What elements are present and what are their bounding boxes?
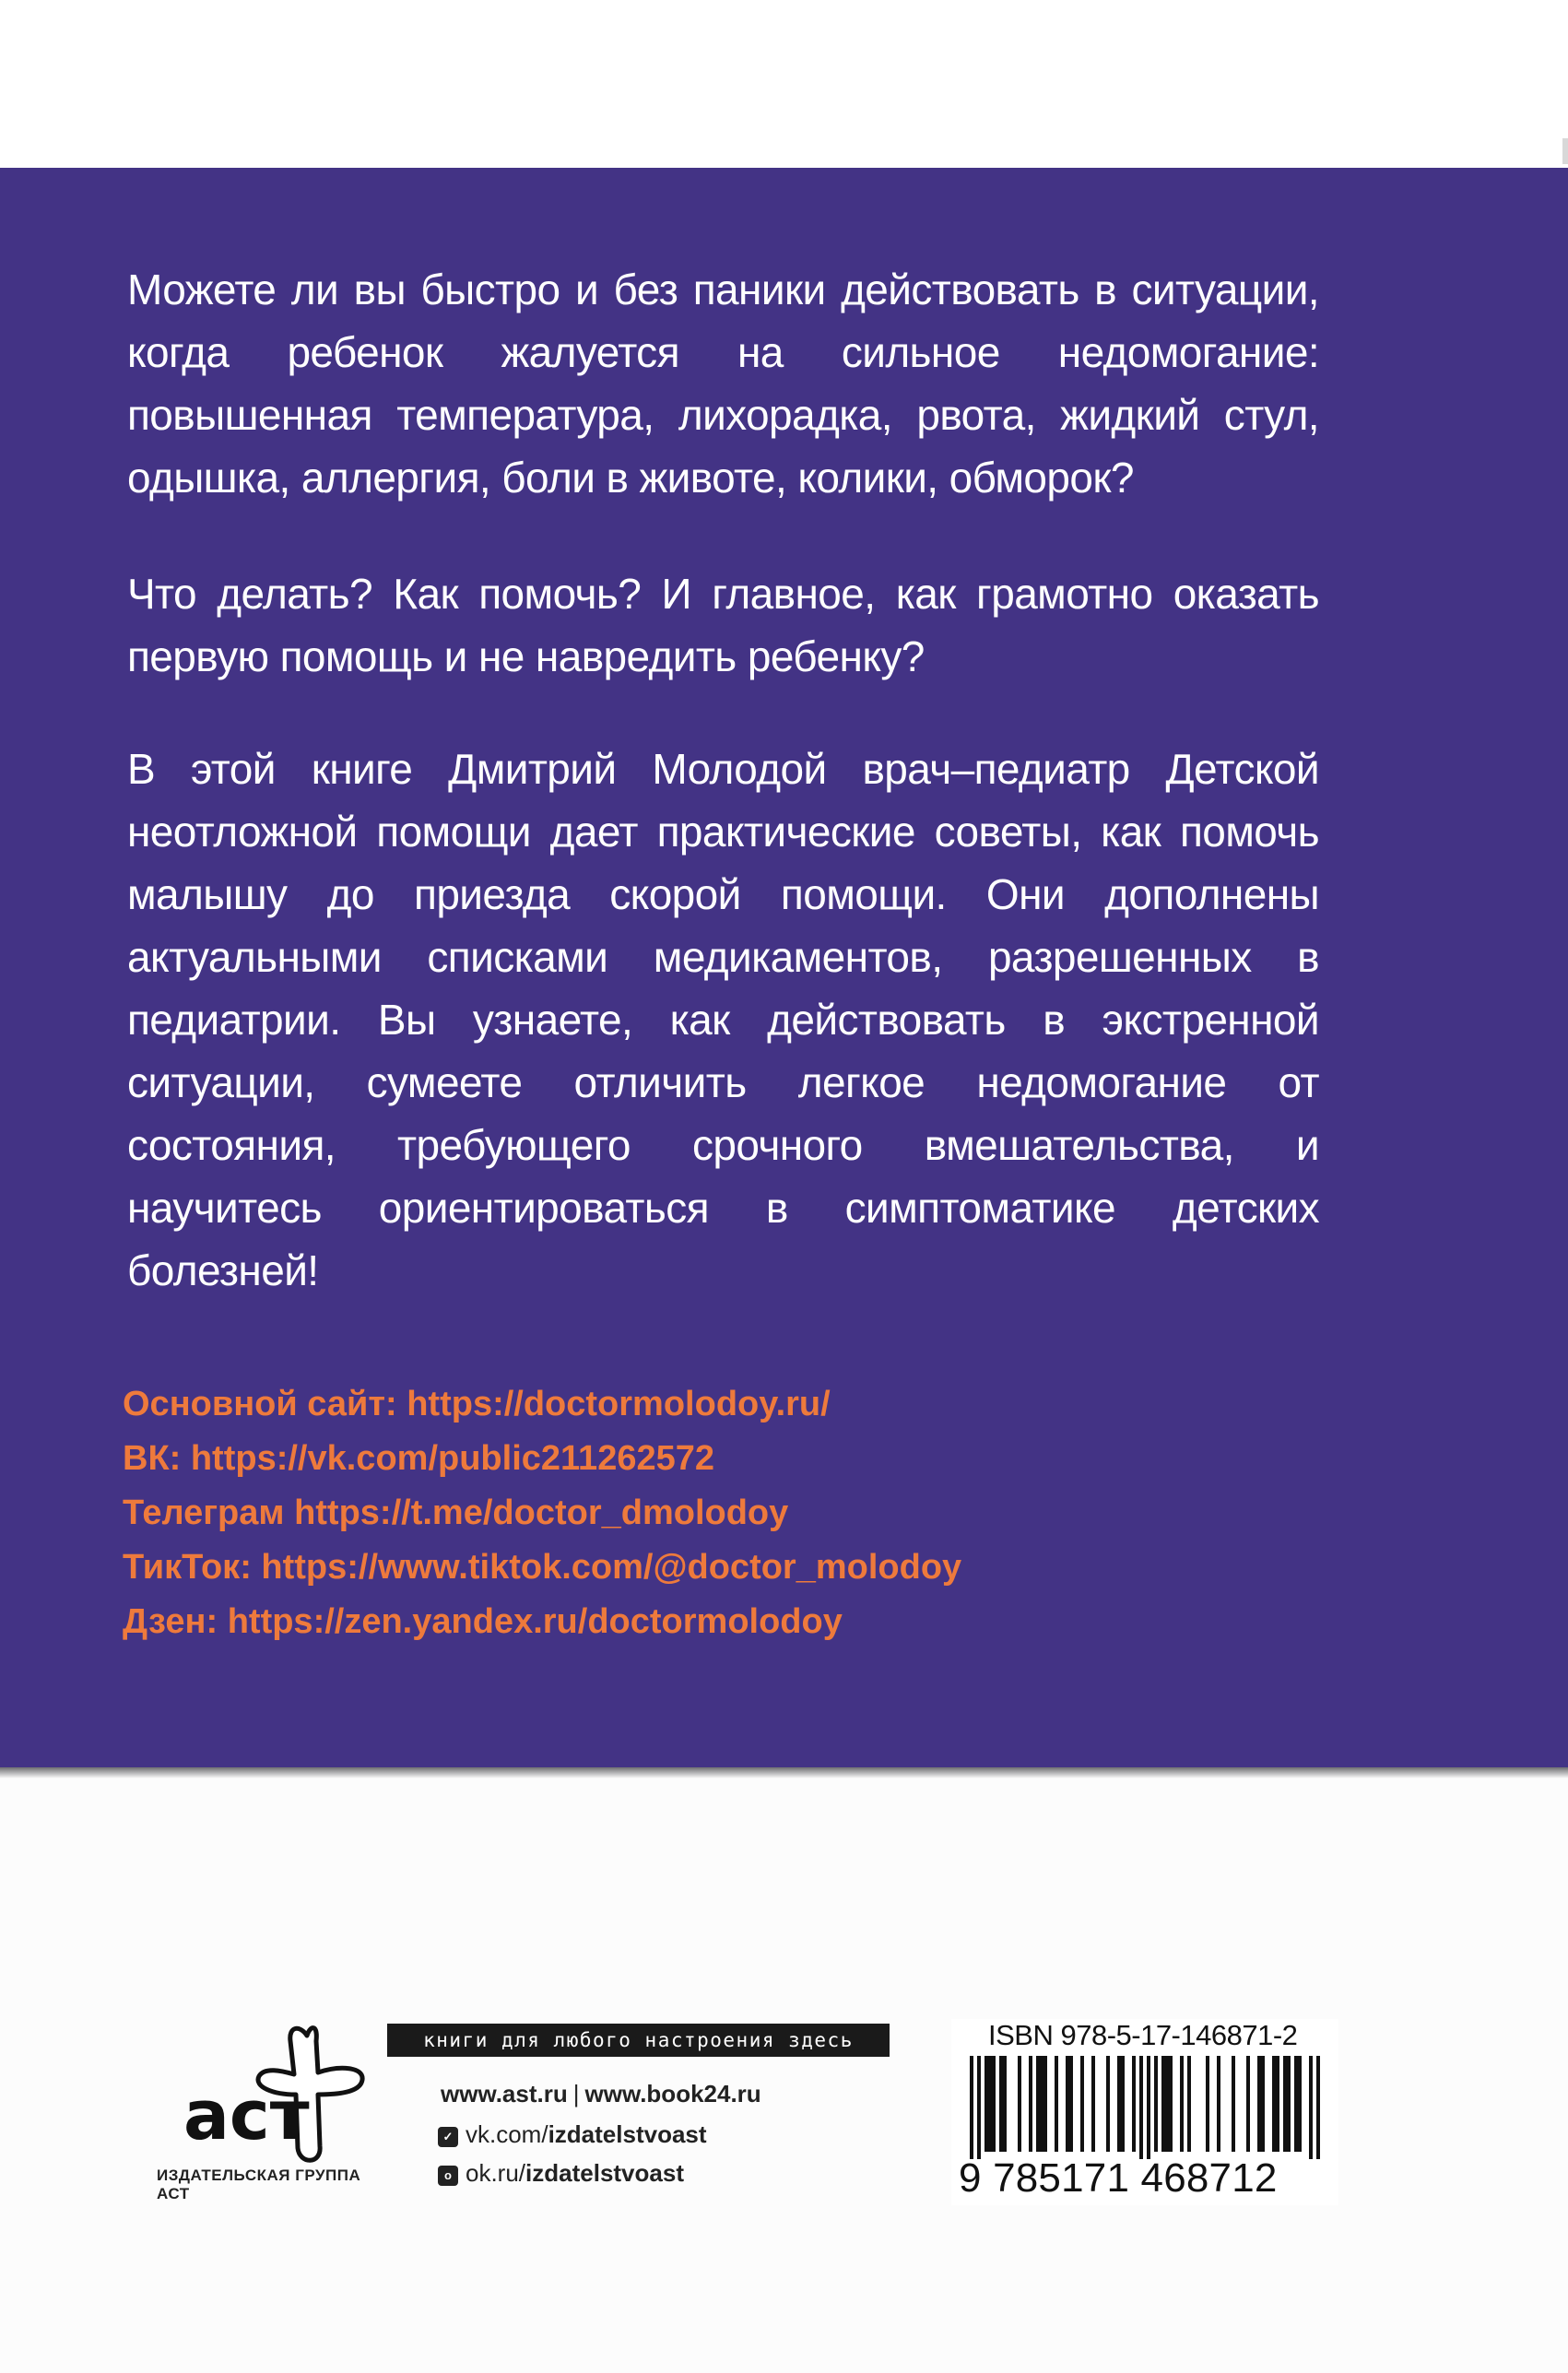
barcode-bar [1309, 2056, 1313, 2159]
barcode-bar [1040, 2056, 1043, 2152]
barcode-bar [1283, 2056, 1287, 2152]
barcode-bar [1043, 2056, 1047, 2152]
barcode-bar [1261, 2056, 1265, 2152]
publisher-slogan: книги для любого настроения здесь [387, 2024, 890, 2057]
barcode-bar [1080, 2056, 1084, 2152]
isbn-label: ISBN 978-5-17-146871-2 [988, 2019, 1298, 2051]
barcode-bar [1139, 2056, 1143, 2159]
isbn-barcode [951, 2019, 1338, 2205]
barcode-bar [1132, 2056, 1136, 2152]
author-links [123, 1377, 961, 1649]
barcode-bar [984, 2056, 988, 2152]
link-main-site[interactable]: Основной сайт: https://doctormolodoy.ru/ [123, 1385, 831, 1423]
publisher-caption: ИЗДАТЕЛЬСКАЯ ГРУППА АСТ [157, 2166, 361, 2202]
ast-logo-text: аст [183, 2076, 310, 2155]
barcode-bar [1246, 2056, 1250, 2152]
barcode-bar [1187, 2056, 1191, 2152]
barcode-bar [1069, 2056, 1073, 2152]
link-telegram[interactable]: Телеграм https://t.me/doctor_dmolodoy [123, 1493, 789, 1532]
barcode-bar [1121, 2056, 1125, 2152]
link-tiktok[interactable]: ТикТок: https://www.tiktok.com/@doctor_molodoy [123, 1548, 962, 1587]
barcode-bar [1029, 2056, 1032, 2152]
barcode-bar [1316, 2056, 1320, 2159]
barcode-bar [1180, 2056, 1184, 2152]
barcode-bar [999, 2056, 1003, 2152]
publisher-ok[interactable] [438, 2159, 684, 2188]
barcode-bar [1091, 2056, 1095, 2152]
barcode-bar [1066, 2056, 1069, 2152]
odnoklassniki-icon: о [438, 2166, 458, 2186]
ean-digits: 9 785171 468712 [959, 2155, 1278, 2201]
barcode-bar [1257, 2056, 1261, 2152]
ok-handle: izdatelstvoast [525, 2159, 684, 2187]
barcode-bars [951, 2056, 1338, 2159]
link-dzen[interactable]: Дзен: https://zen.yandex.ru/doctormolodoy [123, 1602, 843, 1641]
barcode-bar [1206, 2056, 1209, 2152]
barcode-bar [1169, 2056, 1173, 2152]
vk-handle: izdatelstvoast [548, 2120, 707, 2148]
barcode-bar [1106, 2056, 1110, 2152]
barcode-bar [970, 2056, 973, 2159]
publisher-sites [441, 2080, 761, 2108]
ast-logo [152, 2017, 373, 2174]
barcode-bar [1154, 2056, 1158, 2152]
vk-prefix: vk.com/ [466, 2120, 548, 2148]
barcode-bar [988, 2056, 992, 2152]
barcode-bar [1018, 2056, 1021, 2152]
barcode-bar [1003, 2056, 1007, 2152]
site-ast[interactable]: www.ast.ru [441, 2080, 568, 2107]
publisher-vk[interactable] [438, 2120, 707, 2149]
barcode-bar [1147, 2056, 1150, 2159]
barcode-bar [1276, 2056, 1279, 2152]
barcode-bar [1294, 2056, 1298, 2152]
panel-shadow [0, 1767, 1568, 1778]
barcode-bar [1232, 2056, 1235, 2152]
barcode-bar [1036, 2056, 1040, 2152]
description-paragraph-3: В этой книге Дмитрий Молодой врач–педиатр Детской неотложной помощи дает практические советы, как помочь малышу до приезда скорой помощи. Они дополнены актуальными списками медикаментов, разрешенных в педиатрии. Вы узнаете, как действовать в экстренной ситуации, сумеете отличить легкое недомогание от состояния, требующего срочного вмешательства, и научитесь ориентироваться в симптоматике детских болезней! [127, 745, 1319, 1294]
barcode-bar [1117, 2056, 1121, 2152]
site-book24[interactable]: www.book24.ru [584, 2080, 761, 2107]
barcode-bar [977, 2056, 981, 2159]
barcode-bar [1055, 2056, 1058, 2152]
barcode-bar [1272, 2056, 1276, 2152]
ok-prefix: ok.ru/ [466, 2159, 526, 2187]
site-separator: | [572, 2080, 580, 2107]
barcode-bar [1165, 2056, 1169, 2152]
description-paragraph-1: Можете ли вы быстро и без паники действовать в ситуации, когда ребенок жалуется на сильное недомогание: повышенная температура, лихорадка, рвота, жидкий стул, одышка, аллергия, боли в животе, колики, обморок? [127, 266, 1319, 502]
link-vk[interactable]: ВК: https://vk.com/public211262572 [123, 1439, 714, 1478]
vk-icon: ✓ [438, 2127, 458, 2147]
barcode-bar [1217, 2056, 1220, 2152]
barcode-bar [1298, 2056, 1302, 2152]
barcode-bar [1161, 2056, 1165, 2152]
barcode-bar [992, 2056, 996, 2152]
barcode-bar [1287, 2056, 1291, 2152]
top-margin [0, 0, 1568, 168]
description-paragraph-2: Что делать? Как помочь? И главное, как грамотно оказать первую помощь и не навредить ребенку? [127, 570, 1319, 680]
scroll-marker [1562, 138, 1568, 164]
